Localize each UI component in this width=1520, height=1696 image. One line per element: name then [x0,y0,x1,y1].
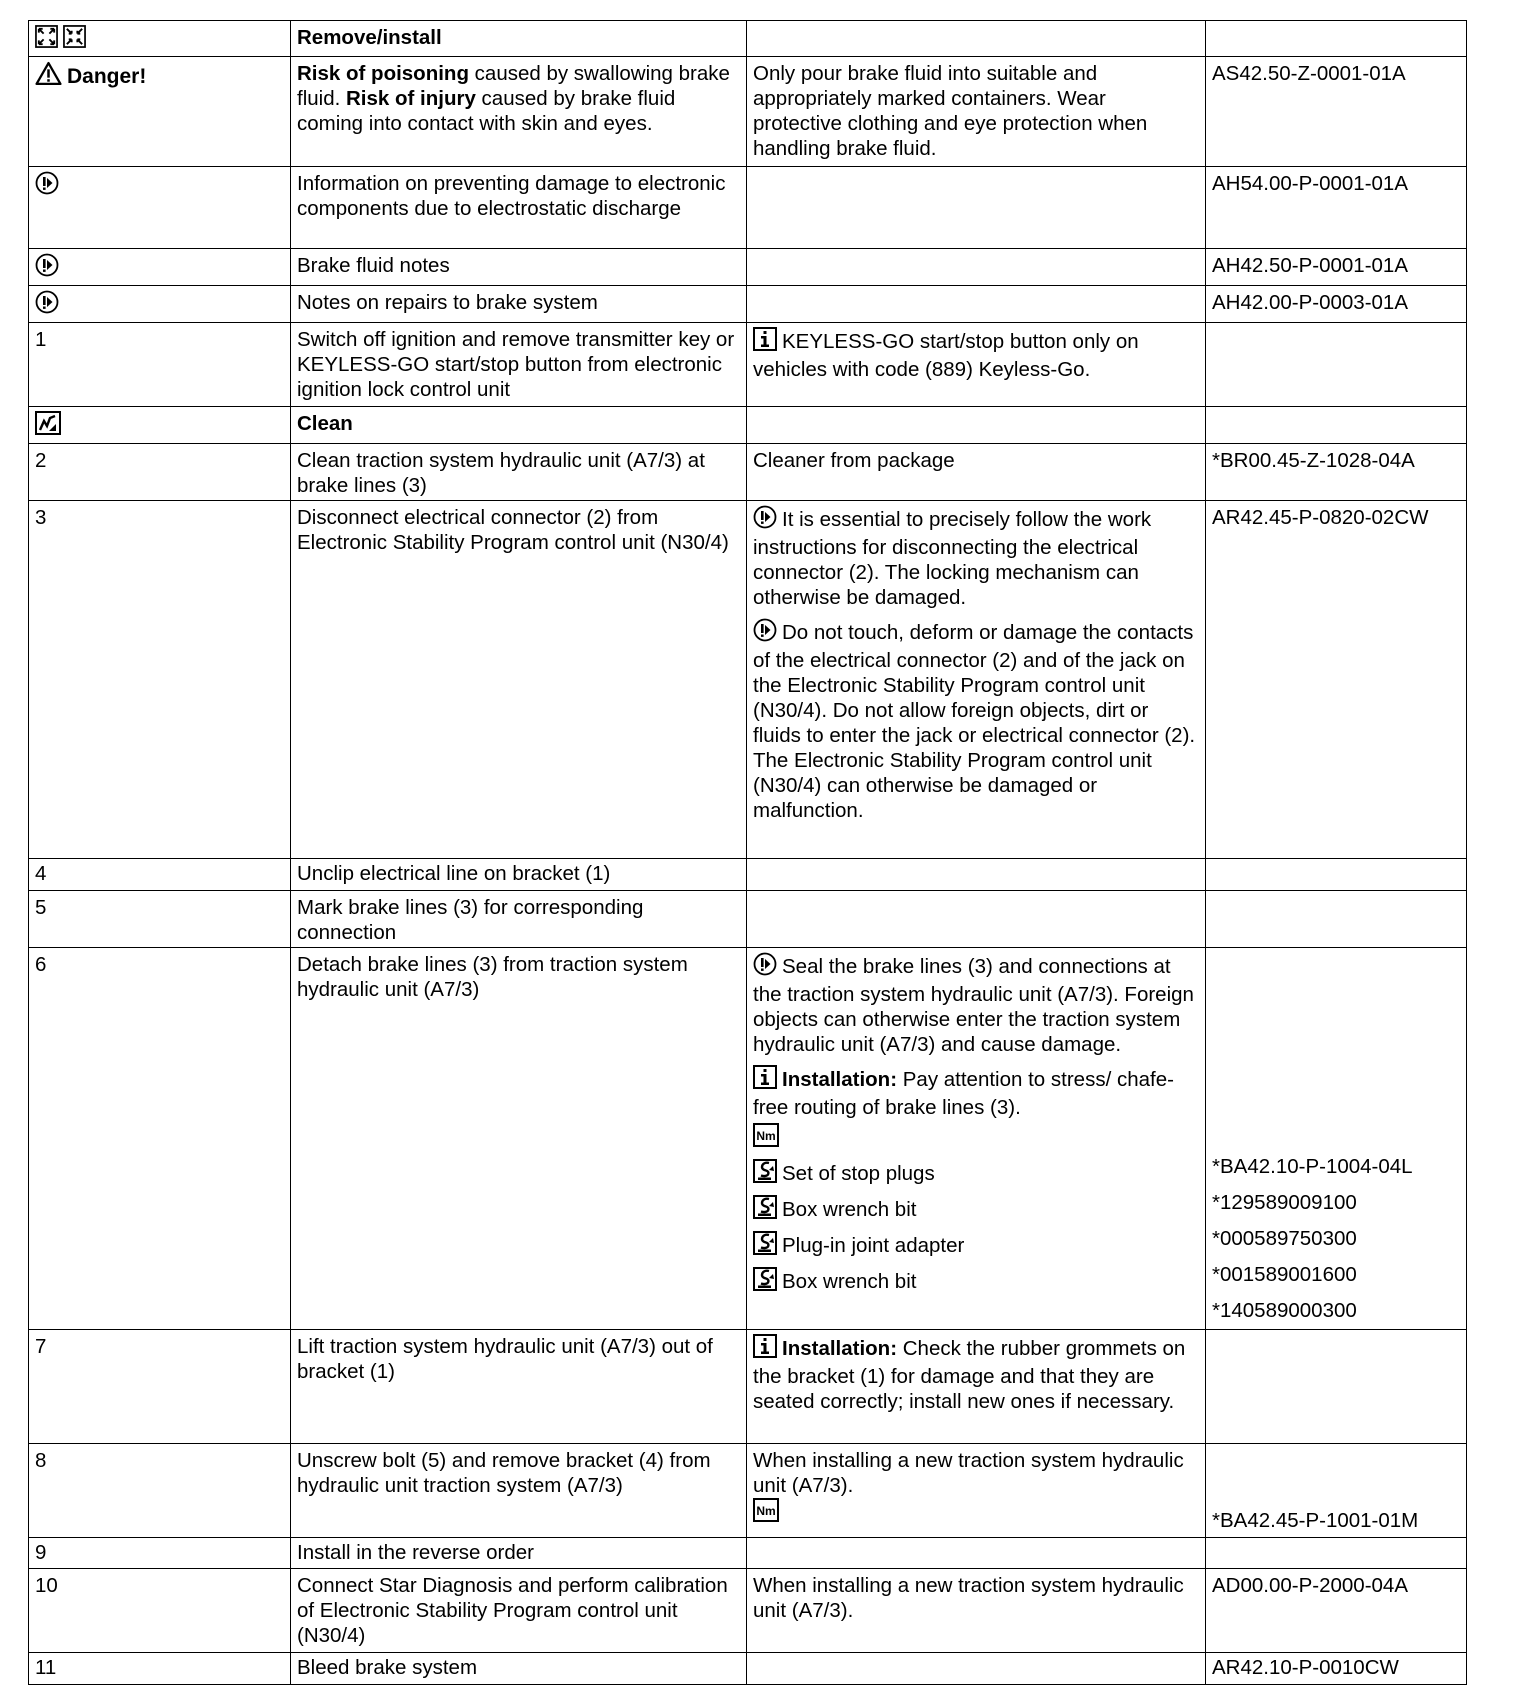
installation-label: Installation: [782,1337,898,1360]
step-text: Detach brake lines (3) from traction system hydraulic unit (A7/3) [291,948,747,1330]
step-info-text: KEYLESS-GO start/stop button only on vehicles with code (889) Keyless-Go. [753,330,1139,381]
step-text: Bleed brake system [291,1653,747,1685]
step-text: Lift traction system hydraulic unit (A7/3) out of bracket (1) [291,1330,747,1444]
table-row-step [29,444,1467,501]
step-note [753,952,1200,1057]
special-tool-icon [753,1267,777,1303]
step-text: Connect Star Diagnosis and perform calibration of Electronic Stability Program control unit (N30/4) [291,1569,747,1653]
note-text: Brake fluid notes [291,249,747,286]
table-row-step [29,1569,1467,1653]
torque-nm-icon [753,1123,779,1159]
danger-text-2: caused by brake fluid coming into contact with skin and eyes. [297,87,676,135]
table-row-step [29,1444,1467,1538]
step-info: Cleaner from package [747,444,1206,501]
step-notes [747,501,1206,859]
step-installation-note [753,1065,1200,1120]
step-number: 6 [29,948,291,1330]
step-installation-note [747,1330,1206,1444]
step-info [747,1444,1206,1538]
table-row-clean [29,407,1467,444]
section-title: Remove/install [291,21,747,57]
special-tool-icon [753,1231,777,1267]
table-row-note [29,167,1467,249]
step-info-text: When installing a new traction system hydraulic unit (A7/3). [753,1449,1184,1497]
step-ref-link[interactable]: AR42.10-P-0010CW [1206,1653,1467,1685]
tool-line [753,1264,1200,1300]
tool-name: Set of stop plugs [782,1162,935,1185]
clean-icon [35,411,61,441]
table-row-danger [29,57,1467,167]
note-circle-icon [753,618,777,648]
step-number: 1 [29,323,291,407]
step-ref-link[interactable]: *BR00.45-Z-1028-04A [1206,444,1467,501]
step-text: Mark brake lines (3) for corresponding connection [291,891,747,948]
note-circle-icon [753,505,777,535]
note-circle-icon [753,952,777,982]
torque-ref-link[interactable]: *BA42.10-P-1004-04L [1212,1155,1413,1178]
tool-name: Box wrench bit [782,1270,917,1293]
note-circle-icon [35,253,59,283]
step-number: 3 [29,501,291,859]
info-icon [753,1065,777,1095]
table-row-step [29,323,1467,407]
tool-ref-link[interactable]: *000589750300 [1212,1227,1357,1250]
step-number: 8 [29,1444,291,1538]
torque-line [753,1498,1200,1528]
table-row-note [29,286,1467,323]
torque-line [753,1120,1200,1156]
danger-text-1: caused by swallowing brake fluid. [297,62,730,110]
tool-line [753,1228,1200,1264]
danger-description [291,57,747,167]
tool-name: Plug-in joint adapter [782,1234,965,1257]
step-text: Unclip electrical line on bracket (1) [291,859,747,891]
danger-risk-poisoning: Risk of poisoning [297,62,469,85]
table-row-step [29,891,1467,948]
table-row-step [29,1538,1467,1569]
step-number: 7 [29,1330,291,1444]
danger-measure: Only pour brake fluid into suitable and appropriately marked containers. Wear protective clothing and eye protection when handling brake fluid. [747,57,1206,167]
installation-text: Check the rubber grommets on the bracket (1) for damage and that they are seated correctly; install new ones if necessary. [753,1337,1186,1413]
special-tool-icon [753,1159,777,1195]
warning-triangle-icon [35,61,62,92]
step-info: When installing a new traction system hydraulic unit (A7/3). [747,1569,1206,1653]
step-number: 4 [29,859,291,891]
step-number: 11 [29,1653,291,1685]
step-text: Unscrew bolt (5) and remove bracket (4) from hydraulic unit traction system (A7/3) [291,1444,747,1538]
step-ref-link[interactable]: AR42.45-P-0820-02CW [1206,501,1467,859]
note-circle-icon [35,290,59,320]
table-row-note [29,249,1467,286]
installation-label: Installation: [782,1068,898,1091]
remove-icon [35,25,58,54]
note-ref-link[interactable]: AH42.00-P-0003-01A [1206,286,1467,323]
installation-text: Pay attention to stress/ chafe-free routing of brake lines (3). [753,1068,1174,1119]
danger-cell [29,57,291,167]
step-note [753,618,1200,823]
tool-line [753,1156,1200,1192]
tool-ref-link[interactable]: *001589001600 [1212,1263,1357,1286]
header-icons-cell [29,21,291,57]
tool-line [753,1192,1200,1228]
info-icon [753,1334,777,1364]
table-row-step [29,501,1467,859]
note-text: Notes on repairs to brake system [291,286,747,323]
torque-ref-link[interactable]: *BA42.45-P-1001-01M [1212,1509,1419,1532]
clean-title: Clean [291,407,747,444]
step-number: 2 [29,444,291,501]
table-row-step [29,1653,1467,1685]
step-number: 10 [29,1569,291,1653]
table-row-header [29,21,1467,57]
tool-ref-link[interactable]: *140589000300 [1212,1299,1357,1322]
step-text: Disconnect electrical connector (2) from Electronic Stability Program control unit (N30/4) [291,501,747,859]
table-row-step [29,1330,1467,1444]
special-tool-icon [753,1195,777,1231]
table-row-step [29,859,1467,891]
danger-risk-injury: Risk of injury [346,87,476,110]
note-ref-link[interactable]: AH54.00-P-0001-01A [1206,167,1467,249]
danger-label: Danger! [67,65,147,88]
torque-nm-icon [753,1498,779,1531]
tool-name: Box wrench bit [782,1198,917,1221]
note-circle-icon [35,171,59,201]
step-ref-link[interactable]: AD00.00-P-2000-04A [1206,1569,1467,1653]
step-refs [1206,1444,1467,1538]
step-number: 9 [29,1538,291,1569]
step-refs [1206,948,1467,1330]
note-text: Information on preventing damage to electronic components due to electrostatic discharge [291,167,747,249]
step-number: 5 [29,891,291,948]
step-text: Clean traction system hydraulic unit (A7/3) at brake lines (3) [291,444,747,501]
info-icon [753,327,777,357]
step-text: Install in the reverse order [291,1538,747,1569]
note-ref-link[interactable]: AH42.50-P-0001-01A [1206,249,1467,286]
step-info [747,323,1206,407]
step-note-text: It is essential to precisely follow the work instructions for disconnecting the electrical connector (2). The locking mechanism can otherwise be damaged. [753,508,1152,609]
table-row-step [29,948,1467,1330]
install-icon [63,25,86,54]
repair-instructions-table [28,20,1467,1685]
tool-ref-link[interactable]: *129589009100 [1212,1191,1357,1214]
step-note-text: Do not touch, deform or damage the contacts of the electrical connector (2) and of the jack on the Electronic Stability Program control unit (N30/4). Do not allow foreign objects, dirt or fluids to enter the jack or electrical connector (2). The Electronic Stability Program control unit (N30/4) can otherwise be damaged or malfunction. [753,621,1196,822]
step-note [753,505,1200,610]
step-notes [747,948,1206,1330]
danger-ref-link[interactable]: AS42.50-Z-0001-01A [1206,57,1467,167]
step-text: Switch off ignition and remove transmitter key or KEYLESS-GO start/stop button from electronic ignition lock control unit [291,323,747,407]
step-note-text: Seal the brake lines (3) and connections at the traction system hydraulic unit (A7/3). Foreign objects can otherwise enter the traction system hydraulic unit (A7/3) and cause damage. [753,955,1194,1056]
